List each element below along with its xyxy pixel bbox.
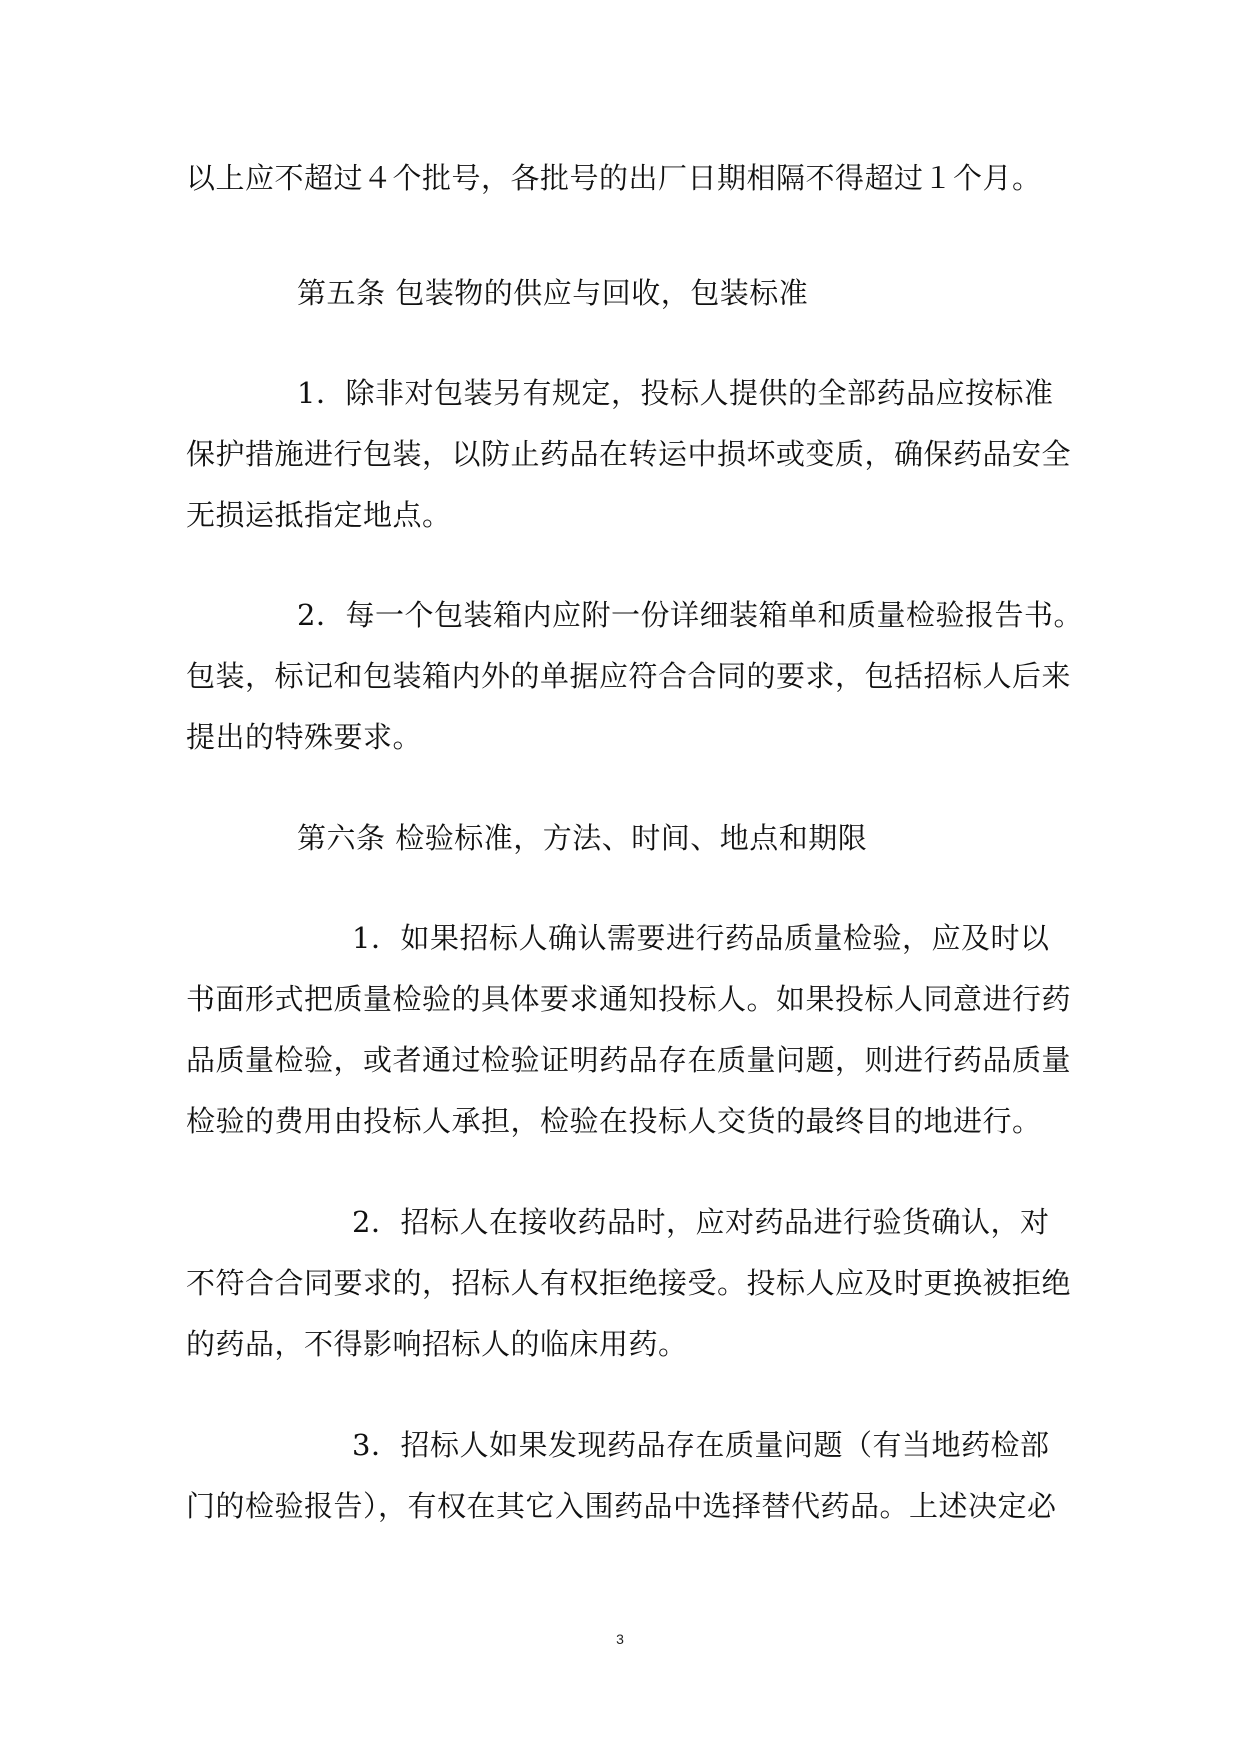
text-line: 书面形式把质量检验的具体要求通知投标人。如果投标人同意进行药 (186, 982, 1072, 1016)
page-number: 3 (616, 1631, 624, 1647)
text-line: 保护措施进行包装，以防止药品在转运中损坏或变质，确保药品安全 (186, 437, 1072, 471)
text-line: 2．招标人在接收药品时，应对药品进行验货确认，对 (352, 1205, 1050, 1239)
text-line: 2．每一个包装箱内应附一份详细装箱单和质量检验报告书。 (297, 598, 1083, 632)
section-heading: 第六条 检验标准，方法、时间、地点和期限 (297, 821, 868, 855)
text-line: 1．除非对包装另有规定，投标人提供的全部药品应按标准 (297, 376, 1054, 410)
text-line: 不符合合同要求的，招标人有权拒绝接受。投标人应及时更换被拒绝 (186, 1266, 1072, 1300)
text-line: 检验的费用由投标人承担，检验在投标人交货的最终目的地进行。 (186, 1104, 1042, 1138)
text-line: 以上应不超过４个批号，各批号的出厂日期相隔不得超过１个月。 (186, 161, 1042, 195)
text-line: 提出的特殊要求。 (186, 720, 423, 754)
text-line: 无损运抵指定地点。 (186, 498, 452, 532)
text-line: 1．如果招标人确认需要进行药品质量检验，应及时以 (352, 921, 1050, 955)
text-line: 的药品，不得影响招标人的临床用药。 (186, 1327, 688, 1361)
text-line: 品质量检验，或者通过检验证明药品存在质量问题，则进行药品质量 (186, 1043, 1072, 1077)
text-line: 门的检验报告），有权在其它入围药品中选择替代药品。上述决定必 (186, 1489, 1057, 1523)
text-line: 3．招标人如果发现药品存在质量问题（有当地药检部 (352, 1428, 1050, 1462)
text-line: 包装，标记和包装箱内外的单据应符合合同的要求，包括招标人后来 (186, 659, 1072, 693)
section-heading: 第五条 包装物的供应与回收，包装标准 (297, 276, 809, 310)
